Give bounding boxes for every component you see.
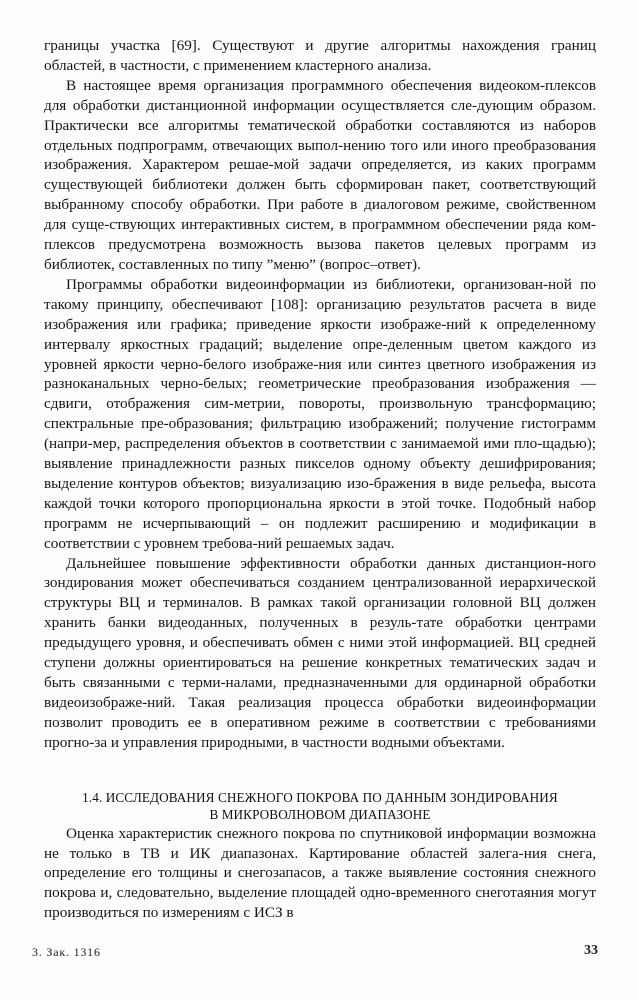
paragraph-snow-cover: Оценка характеристик снежного покрова по спутниковой информации возможна не только в ТВ и ИК диапазонах. Картирование областей залега-ния снега, определение его толщины и снегозапасов, а также выявление состояния снежного покрова и, следовательно, выделение площадей одно-временного снеготаяния могут производиться по измерениям с ИСЗ в [44,824,596,922]
paragraph-hierarchical-structure: Дальнейшее повышение эффективности обработки данных дистанцион-ного зондирования может обеспечиваться созданием централизованной иерархической структуры ВЦ и терминалов. В рамках такой организации головной ВЦ должен хранить банки видеоданных, полученных в резуль-тате обработки центрами предыдущего уровня, и обеспечивать обмен с ними этой информацией. ВЦ средней ступени должны ориентироваться на решение конкретных тематических задач и быть связанными с терми-налами, предназначенными для ординарной обработки видеоизображе-ний. Такая реализация процесса обработки видеоинформации позволит проводить ее в оперативном режиме в соответствии с требованиями прогно-за и управления природными, в частности водными объектами. [44,554,596,751]
page-footer [32,943,598,965]
section-heading-line-2: В МИКРОВОЛНОВОМ ДИАПАЗОНЕ [209,807,431,823]
body-text [44,36,596,923]
paragraph-software-organization: В настоящее время организация программного обеспечения видеоком-плексов для обработки дистанционной информации осуществляется сле-дующим образом. Практически все алгоритмы тематической обработки составляются из наборов отдельных подпрограмм, отвечающих выпол-нению того или иного преобразования изображения. Характером решае-мой задачи определяется, из каких программ существующей библиотеки должен быть сформирован пакет, соответствующий выбранному способу обработки. При работе в диалоговом режиме, свойственном для суще-ствующих интерактивных систем, в программном обеспечении ряда ком-плексов предусмотрена возможность вызова пакетов целевых программ из библиотек, составленных по типу ”меню” (вопрос–ответ). [44,76,596,273]
page-number: 33 [584,943,598,958]
paragraph-program-library: Программы обработки видеоинформации из библиотеки, организован-ной по такому принципу, обеспечивают [108]: организацию результатов расчета в виде изображения или графика; приведение яркости изображе-ний к определенному интервалу яркостных градаций; выделение опре-деленным цветом каждого из уровней яркости черно-белого изображе-ния или синтез цветного изображения из разноканальных черно-белых; геометрические преобразования изображения — сдвиги, отображения сим-метрии, повороты, произвольную трансформацию; спектральные пре-образования; фильтрацию изображений; получение гистограмм (напри-мер, распределения объектов в соответствии с занимаемой ими пло-щадью); выявление принадлежности разных пикселов одному объекту дешифрирования; выделение контуров объектов; визуализацию изо-бражения в виде рельефа, высота каждой точки которого пропорциональна яркости в этой точке. Подобный набор программ не исчерпывающий – он подлежит расширению и модификации в соответствии с уровнем требова-ний решаемых задач. [44,275,596,552]
section-heading-line-1: 1.4. ИССЛЕДОВАНИЯ СНЕЖНОГО ПОКРОВА ПО ДАННЫМ ЗОНДИРОВАНИЯ [82,789,558,805]
paragraph-continuation: границы участка [69]. Существуют и другие алгоритмы нахождения границ областей, в частности, с применением кластерного анализа. [44,37,596,74]
printer-signature: 3. Зак. 1316 [32,945,101,959]
section-heading [44,789,596,824]
